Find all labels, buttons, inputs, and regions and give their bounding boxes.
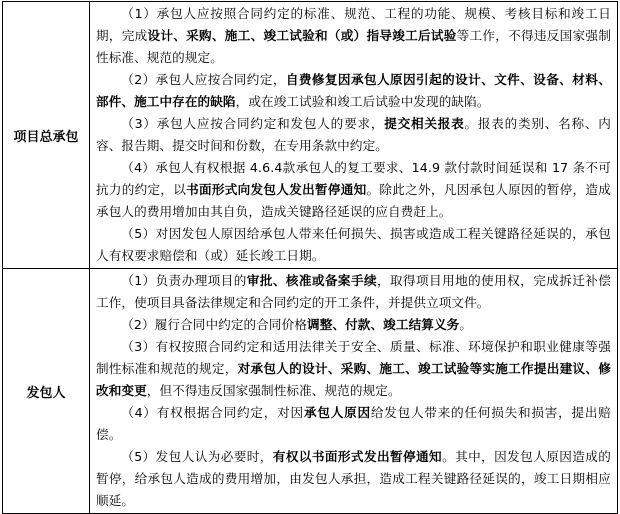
clause-text: 。除此之外，凡因承包人原因的暂停，造成承包人的费用增加由其自负，造成关键路径延误的应自费赶上。 bbox=[96, 182, 611, 219]
clause-emphasis: 承包人原因 bbox=[303, 405, 371, 420]
clause-emphasis: 设计、采购、施工、竣工试验和（或）指导竣工后试验 bbox=[147, 28, 457, 43]
clause-text: ，或在竣工试验和竣工后试验中发现的缺陷。 bbox=[235, 94, 490, 109]
clause-text: （1）承包人应按照合同约定的标准、规范、工程的功能、规模、考核目标和竣工日期，完成 bbox=[96, 6, 611, 43]
clause-emphasis: 提交相关报表 bbox=[384, 116, 465, 131]
clause-emphasis: 调整、付款、竣工结算义务 bbox=[307, 317, 460, 332]
clause-paragraph bbox=[96, 336, 611, 402]
clause-text: ，但不得违反国家强制性标准、规范的规定。 bbox=[146, 383, 401, 398]
clause-paragraph bbox=[96, 270, 611, 314]
clause-text: （3）承包人应按合同约定和发包人的要求， bbox=[121, 116, 385, 131]
clause-text: 等工作，不得违反国家强制性标准、规范的规定。 bbox=[96, 28, 612, 65]
table-row-employer bbox=[3, 269, 618, 514]
clause-list bbox=[90, 2, 618, 269]
clause-paragraph bbox=[96, 446, 611, 512]
clause-paragraph bbox=[96, 402, 611, 446]
clause-text: （5）发包人认为必要时， bbox=[121, 449, 273, 464]
clause-text: （1）负责办理项目的 bbox=[121, 273, 247, 288]
party-label: 发包人 bbox=[3, 269, 90, 514]
clause-paragraph bbox=[96, 314, 611, 336]
obligations-table bbox=[2, 1, 618, 514]
clause-paragraph bbox=[96, 69, 611, 113]
clause-paragraph bbox=[96, 157, 611, 223]
clause-list bbox=[90, 269, 618, 514]
clause-text: 给发包人带来的任何损失和损害，提出赔偿。 bbox=[96, 405, 611, 442]
clause-text: （3）有权按照合同约定和适用法律关于安全、质量、标准、环境保护和职业健康等强制性标准和规范的规定， bbox=[96, 339, 611, 376]
clause-emphasis: 书面形式向发包人发出暂停通知 bbox=[186, 182, 367, 197]
clause-text: ，取得项目用地的使用权，完成拆迁补偿工作，使项目具备法律规定和合同约定的开工条件，并提供立项文件。 bbox=[96, 273, 611, 310]
clause-emphasis: 审批、核准或备案手续 bbox=[246, 273, 377, 288]
clause-text: （5）对因发包人原因给承包人带来任何损失、损害或造成工程关键路径延误的，承包人有权要求赔偿和（或）延长竣工日期。 bbox=[96, 226, 611, 263]
clause-emphasis: 有权以书面形式发出暂停通知 bbox=[272, 449, 443, 464]
clause-text: （4）有权根据合同约定，对因 bbox=[121, 405, 304, 420]
clause-text: （2）承包人应按合同约定， bbox=[121, 72, 286, 87]
clause-text: 。 bbox=[459, 317, 473, 332]
party-label: 项目总承包 bbox=[3, 2, 90, 269]
clause-text: （2）履行合同中约定的合同价格 bbox=[121, 317, 308, 332]
clause-emphasis: 对承包人的设计、采购、施工、竣工试验等实施工作提出建议、修改和变更 bbox=[96, 361, 611, 398]
clause-emphasis: 自费修复因承包人原因引起的设计、文件、设备、材料、部件、施工中存在的缺陷 bbox=[96, 72, 612, 109]
clause-text: 。其中，因发包人原因造成的暂停，给承包人造成的费用增加，由发包人承担，造成工程关键路径延误的，竣工日期相应顺延。 bbox=[96, 449, 611, 508]
clause-text: （4）承包人有权根据 4.6.4款承包人的复工要求、14.9 款付款时间延误和 17 条不可抗力的约定，以 bbox=[96, 160, 611, 197]
clause-text: 。报表的类别、名称、内容、报告期、提交时间和份数，在专用条款中约定。 bbox=[96, 116, 611, 153]
clause-paragraph bbox=[96, 113, 611, 157]
clause-paragraph bbox=[96, 223, 611, 267]
table-row-contractor bbox=[3, 2, 618, 269]
clause-paragraph bbox=[96, 3, 611, 69]
